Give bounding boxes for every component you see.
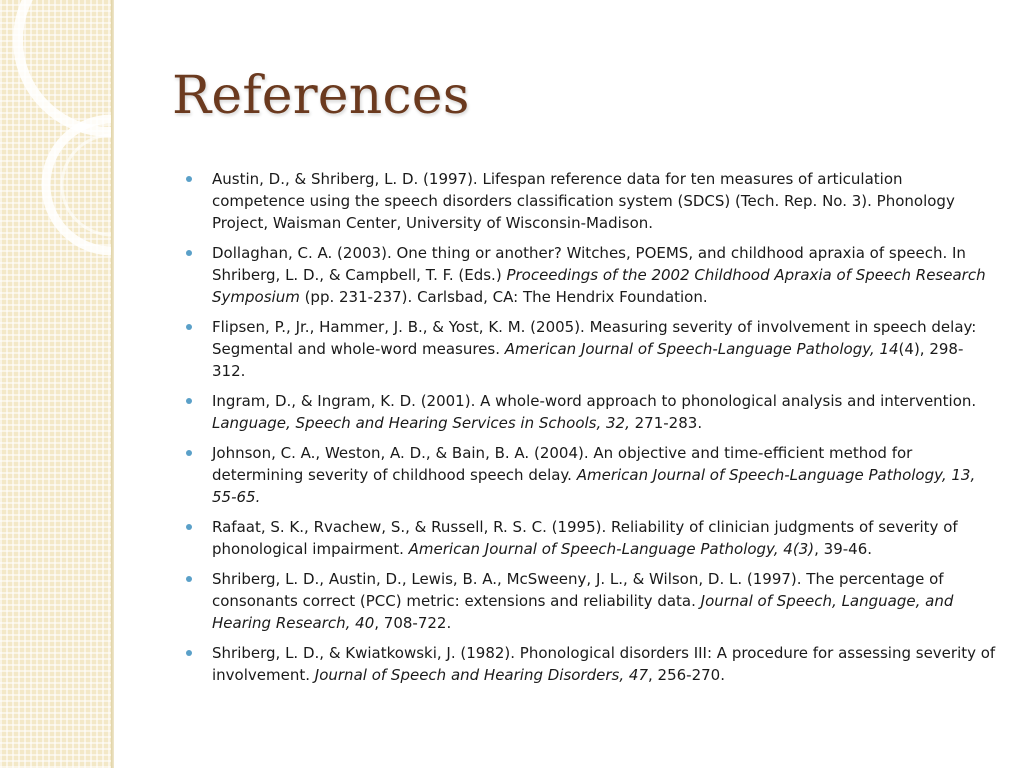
bullet-icon [186,450,192,456]
reference-text [212,444,975,506]
reference-pre: Shriberg, L. D., Austin, D., Lewis, B. A., McSweeny, J. L., & Wilson, D. L. (1997). The percentage of consonants correct (PCC) metric: extensions and reliability data. [212,570,944,610]
references-list [186,168,996,694]
reference-post: , 708-722. [374,614,452,632]
reference-pre: Austin, D., & Shriberg, L. D. (1997). Lifespan reference data for ten measures of articulation competence using the speech disorders classification system (SDCS) (Tech. Rep. No. 3). Phonology Project, Waisman Center, University of Wisconsin-Madison. [212,170,955,232]
reference-item [186,516,996,560]
reference-pre: Dollaghan, C. A. (2003). One thing or another? Witches, POEMS, and childhood apraxia of speech. In Shriberg, L. D., & Campbell, T. F. (Eds.) [212,244,966,284]
reference-italic: American Journal of Speech-Language Pathology, 4(3) [408,540,815,558]
reference-italic: Journal of Speech, Language, and Hearing Research, 40 [212,592,954,632]
bullet-icon [186,650,192,656]
bullet-icon [186,324,192,330]
reference-pre: Rafaat, S. K., Rvachew, S., & Russell, R. S. C. (1995). Reliability of clinician judgments of severity of phonological impairment. [212,518,958,558]
reference-post: (pp. 231-237). Carlsbad, CA: The Hendrix Foundation. [299,288,708,306]
reference-pre: Ingram, D., & Ingram, K. D. (2001). A whole-word approach to phonological analysis and intervention. [212,392,977,410]
reference-pre: Johnson, C. A., Weston, A. D., & Bain, B. A. (2004). An objective and time-efficient method for determining severity of childhood speech delay. [212,444,913,484]
reference-text [212,570,953,632]
reference-item [186,642,996,686]
page-title: References [172,66,470,126]
bullet-icon [186,176,192,182]
decorative-sidebar [0,0,114,768]
reference-text [212,518,958,558]
reference-item [186,390,996,434]
reference-post: , 39-46. [814,540,872,558]
bullet-icon [186,524,192,530]
reference-italic: Journal of Speech and Hearing Disorders, 47 [314,666,648,684]
bullet-icon [186,250,192,256]
reference-text [212,392,976,432]
reference-item [186,442,996,508]
reference-pre: Shriberg, L. D., & Kwiatkowski, J. (1982). Phonological disorders III: A procedure for assessing severity of involvement. [212,644,996,684]
reference-italic: American Journal of Speech-Language Pathology, 13, 55-65. [212,466,976,506]
reference-item [186,568,996,634]
reference-post: (4), 298-312. [212,340,964,380]
reference-post: 271-283. [629,414,703,432]
reference-item [186,316,996,382]
bullet-icon [186,576,192,582]
reference-item [186,168,996,234]
decorative-circle-middle [46,119,114,251]
reference-text [212,244,986,306]
reference-italic: American Journal of Speech-Language Pathology, 14 [504,340,899,358]
reference-text [212,170,955,232]
decorative-circles [0,0,114,768]
decorative-circle-inner [62,135,114,235]
reference-item [186,242,996,308]
reference-text [212,318,976,380]
sidebar-edge [111,0,114,768]
bullet-icon [186,398,192,404]
decorative-circle-top [18,0,114,132]
reference-italic: Language, Speech and Hearing Services in Schools, 32, [212,414,630,432]
reference-italic: Proceedings of the 2002 Childhood Apraxia of Speech Research Symposium [212,266,986,306]
reference-pre: Flipsen, P., Jr., Hammer, J. B., & Yost, K. M. (2005). Measuring severity of involvement in speech delay: Segmental and whole-word measures. [212,318,977,358]
reference-text [212,644,995,684]
reference-post: , 256-270. [648,666,725,684]
